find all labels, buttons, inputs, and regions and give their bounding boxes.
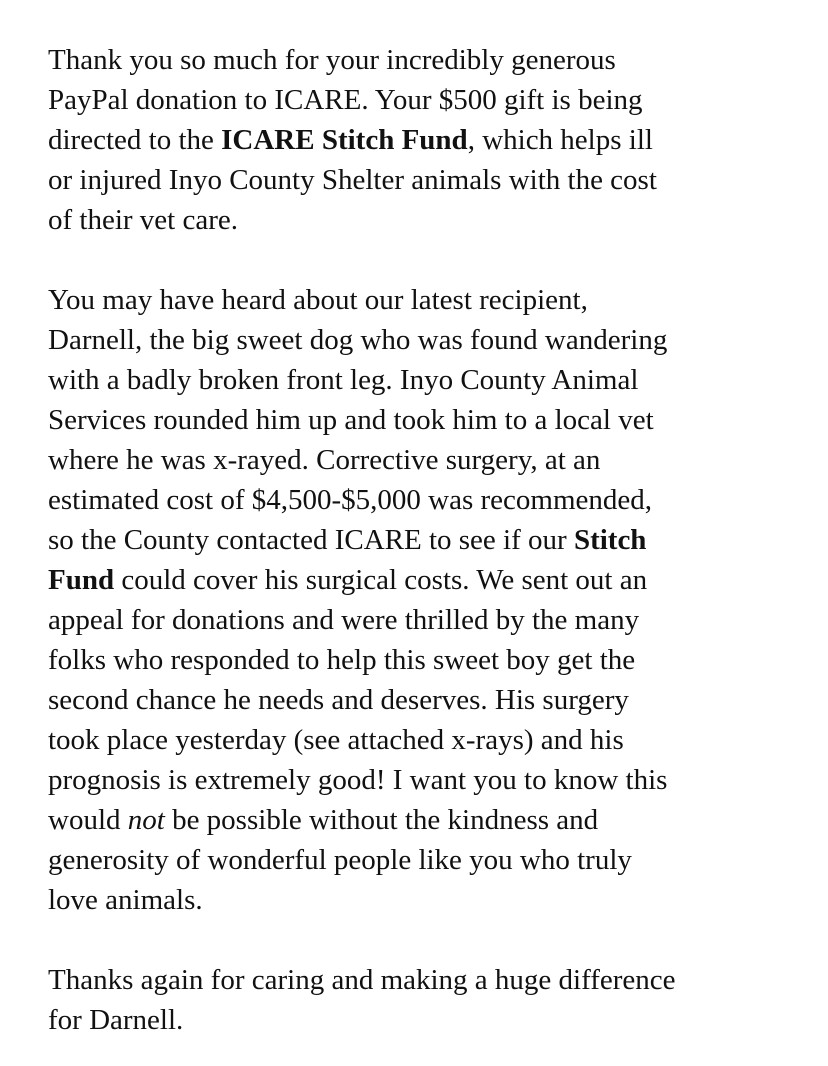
text-line: of their vet care. [48, 204, 239, 236]
text-line: so the County contacted ICARE to see if our Stitch [48, 524, 647, 556]
paragraph-gap [48, 240, 788, 280]
emphasis-italic: not [127, 804, 165, 836]
text-line: took place yesterday (see attached x-rays) and his [48, 724, 624, 756]
fund-name-bold: Stitch [573, 524, 647, 556]
text-line: prognosis is extremely good! I want you to know this [48, 764, 668, 796]
text-line: appeal for donations and were thrilled by the many [48, 604, 640, 636]
text-line: or injured Inyo County Shelter animals with the cost [48, 164, 657, 196]
text-line: directed to the ICARE Stitch Fund, which helps ill [48, 124, 653, 156]
fund-name-bold: ICARE Stitch Fund [221, 124, 468, 156]
text-line: You may have heard about our latest recipient, [48, 284, 588, 316]
text-line: Thank you so much for your incredibly generous [48, 44, 616, 76]
text-line: Thanks again for caring and making a huge difference [48, 964, 676, 996]
text-line: folks who responded to help this sweet boy get the [48, 644, 636, 676]
text-line: Darnell, the big sweet dog who was found wandering [48, 324, 668, 356]
text-line: Fund could cover his surgical costs. We sent out an [48, 564, 648, 596]
paragraph-darnell-story [48, 280, 788, 920]
text-line: Services rounded him up and took him to a local vet [48, 404, 654, 436]
fund-name-bold: Fund [48, 564, 115, 596]
text-line: PayPal donation to ICARE. Your $500 gift is being [48, 84, 643, 116]
text-line: with a badly broken front leg. Inyo County Animal [48, 364, 639, 396]
text-line: estimated cost of $4,500-$5,000 was recommended, [48, 484, 653, 516]
text-line: generosity of wonderful people like you who truly [48, 844, 632, 876]
paragraph-thank-you [48, 40, 788, 240]
text-line: would not be possible without the kindness and [48, 804, 599, 836]
paragraph-gap [48, 920, 788, 960]
text-line: second chance he needs and deserves. His surgery [48, 684, 629, 716]
paragraph-closing [48, 960, 788, 1040]
text-line: where he was x-rayed. Corrective surgery, at an [48, 444, 601, 476]
text-line: for Darnell. [48, 1004, 184, 1036]
text-line: love animals. [48, 884, 203, 916]
